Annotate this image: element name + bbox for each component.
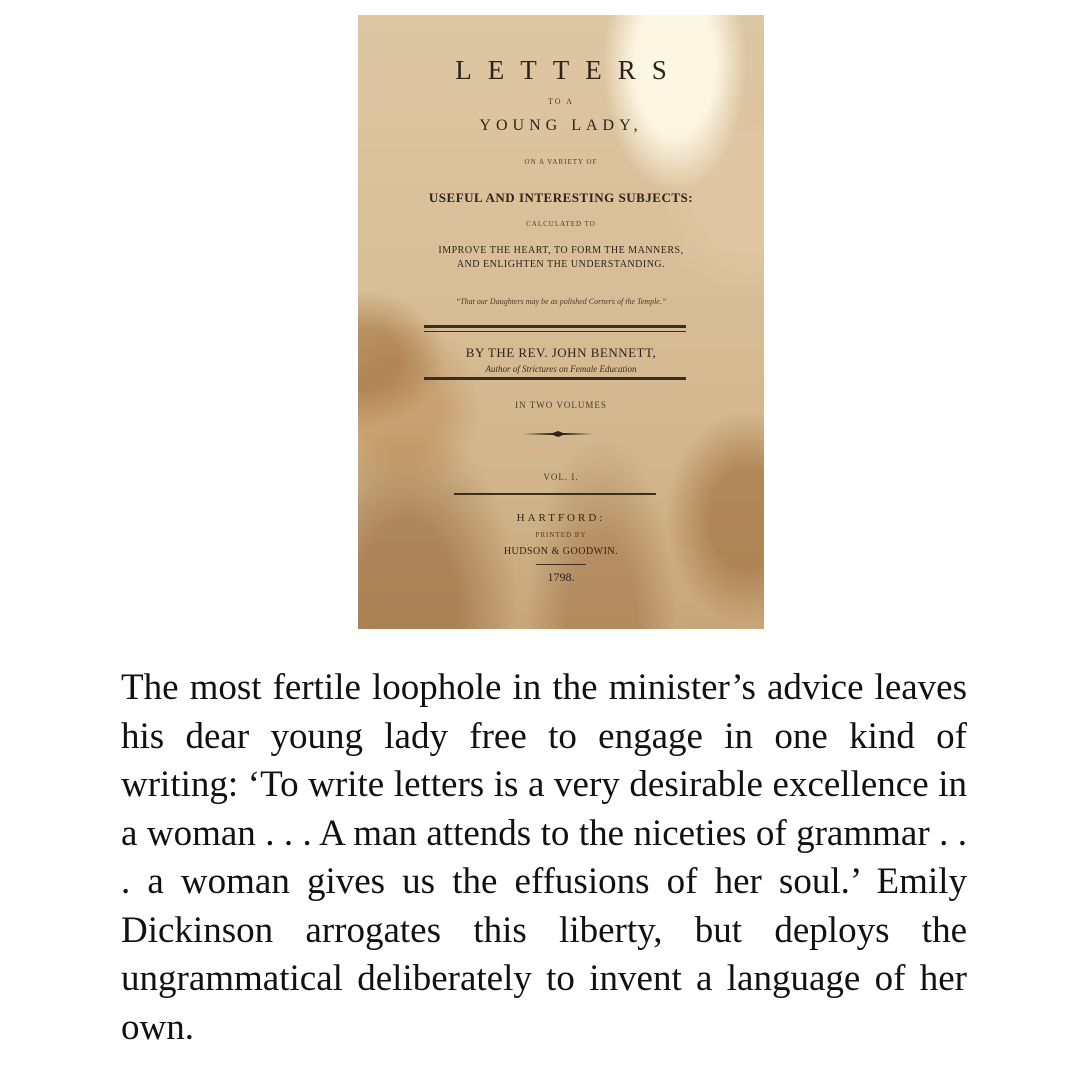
title-page-young-lady: YOUNG LADY, [479,117,643,134]
title-page-rule-top [424,325,686,328]
title-page-volumes: IN TWO VOLUMES [515,400,607,410]
title-page-improve-line1: IMPROVE THE HEART, TO FORM THE MANNERS, [438,245,684,256]
book-title-page-image [358,15,764,629]
title-page-rule-imprint [454,493,656,495]
title-page-author: BY THE REV. JOHN BENNETT, [465,345,657,360]
title-page-on-variety: ON A VARIETY OF [524,158,598,166]
title-page-rule-bottom [424,377,686,380]
title-page-printer: HUDSON & GOODWIN. [503,546,619,557]
title-page-ornament [523,431,593,437]
title-page-to-a: TO A [548,97,574,106]
title-page-rule-top-thin [424,331,686,332]
title-page-vol: VOL. I. [543,472,579,482]
title-page-year: 1798. [547,570,575,584]
title-page-printed-by: PRINTED BY [535,531,587,539]
title-page-subjects: USEFUL AND INTERESTING SUBJECTS: [428,190,694,205]
title-page-city: HARTFORD: [516,512,606,524]
title-page-improve-line2: AND ENLIGHTEN THE UNDERSTANDING. [456,259,666,270]
title-page-rule-year [536,564,586,565]
body-paragraph: The most fertile loophole in the minister’s advice leaves his dear young lady free to engage in one kind of writing: ‘To write letters is a very desirable excellence in a woman . . . A man attends to the niceties of grammar . . . a woman gives us the effusions of her soul.’ Emily Dickinson arrogates this liberty, but deploys the ungrammatical deliberately to invent a language of her own. [121,667,967,1048]
title-page-motto: “That our Daughters may be as polished Corners of the Temple.” [455,297,667,306]
title-page-title: LETTERS [455,55,683,85]
title-page-author-desc: Author of Strictures on Female Education [485,364,637,374]
title-page-calculated: CALCULATED TO [526,220,596,228]
